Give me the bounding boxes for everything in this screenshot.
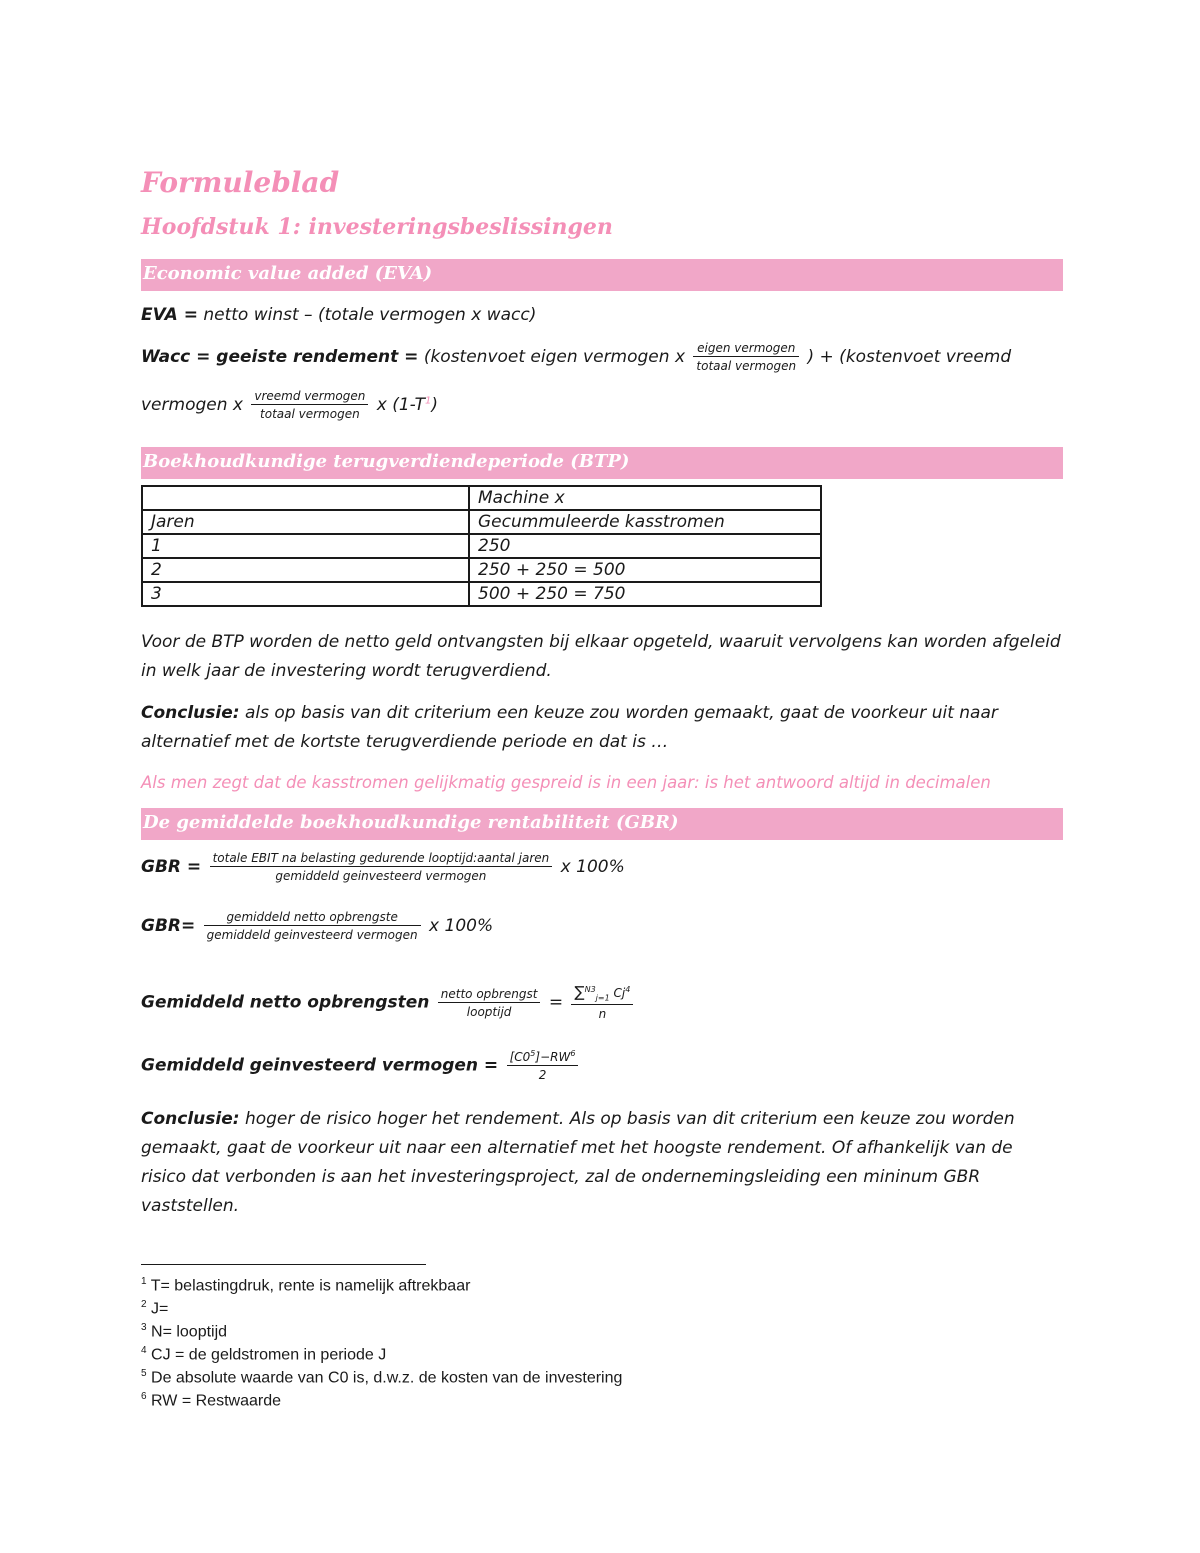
- table-cell: 250 + 250 = 500: [469, 558, 821, 582]
- footnote-text: RW = Restwaarde: [146, 1392, 281, 1410]
- gbr-formula-2-num: gemiddeld netto opbrengste: [204, 911, 421, 926]
- btp-conclusion-label: Conclusie:: [141, 703, 240, 723]
- footnote-6: [141, 1391, 281, 1410]
- wacc-part4: x (1-T: [376, 395, 425, 415]
- section-heading-gbr: [141, 808, 1063, 840]
- gbr-formula-4-c0: [C0: [509, 1050, 531, 1064]
- gbr-formula-4-lhs: Gemiddeld geinvesteerd vermogen =: [141, 1055, 499, 1076]
- footnote-3: [141, 1322, 227, 1341]
- footnote-text: CJ = de geldstromen in periode J: [146, 1346, 387, 1364]
- gbr-formula-2: [141, 911, 493, 941]
- gbr-formula-2-den: gemiddeld geinvesteerd vermogen: [206, 928, 418, 942]
- gbr-formula-3-fraction: [438, 988, 541, 1018]
- table-header-row: [142, 486, 821, 510]
- wacc-fraction-equity: [693, 342, 799, 372]
- gbr-formula-3-sum-den: n: [598, 1007, 607, 1022]
- wacc-fraction-equity-num: eigen vermogen: [693, 342, 799, 357]
- gbr-formula-3: [141, 985, 636, 1020]
- section-heading-btp-text: Boekhoudkundige terugverdiendeperiode (BTP): [143, 451, 630, 472]
- gbr-formula-1-lhs: GBR =: [141, 857, 202, 877]
- page-title: Formuleblad: [141, 166, 340, 199]
- sigma-bottom: j=1: [595, 993, 610, 1003]
- gbr-formula-4: [141, 1050, 581, 1081]
- gbr-formula-3-sum-fraction: [571, 985, 633, 1020]
- wacc-formula-line2: [141, 390, 438, 420]
- gbr-formula-1: [141, 852, 625, 882]
- gbr-formula-1-num: totale EBIT na belasting gedurende looptijd:aantal jaren: [210, 852, 553, 867]
- wacc-part3: vermogen x: [141, 395, 243, 415]
- table-row: [142, 558, 821, 582]
- footnote-text: De absolute waarde van C0 is, d.w.z. de kosten van de investering: [146, 1369, 623, 1387]
- table-subheader-row: [142, 510, 821, 534]
- sum-term: Cj: [613, 986, 626, 1001]
- wacc-lhs: Wacc = geeiste rendement =: [141, 347, 419, 367]
- wacc-fraction-debt: [251, 390, 368, 420]
- eva-formula-lhs: EVA =: [141, 305, 198, 325]
- table-cell: [142, 486, 469, 510]
- table-cell: Jaren: [142, 510, 469, 534]
- footnote-text: T= belastingdruk, rente is namelijk aftrekbaar: [146, 1277, 471, 1295]
- section-heading-btp: [141, 447, 1063, 479]
- gbr-formula-4-num: [507, 1050, 579, 1066]
- gbr-formula-4-fraction: [507, 1050, 579, 1081]
- gbr-conclusion: [141, 1105, 1063, 1221]
- footnote-ref-4: 4: [625, 985, 631, 995]
- btp-conclusion: [141, 699, 1063, 757]
- table-cell: 3: [142, 582, 469, 606]
- footnote-text: J=: [146, 1300, 169, 1318]
- gbr-formula-1-rhs: x 100%: [560, 857, 625, 877]
- gbr-formula-2-lhs: GBR=: [141, 916, 196, 936]
- btp-table: [141, 485, 822, 607]
- chapter-title: Hoofdstuk 1: investeringsbeslissingen: [141, 214, 613, 240]
- section-heading-eva: [141, 259, 1063, 291]
- gbr-formula-3-eq: =: [548, 992, 564, 1013]
- table-cell: 250: [469, 534, 821, 558]
- sigma-symbol: ∑: [574, 983, 585, 1001]
- wacc-fraction-debt-den: totaal vermogen: [260, 407, 360, 421]
- btp-description: Voor de BTP worden de netto geld ontvangsten bij elkaar opgeteld, waaruit vervolgens kan worden afgeleid in welk jaar de investering wordt terugverdiend.: [141, 632, 1061, 681]
- footnote-number: 4: [141, 1345, 147, 1356]
- wacc-part2: ) + (kostenvoet vreemd: [807, 347, 1012, 367]
- btp-conclusion-text: als op basis van dit criterium een keuze zou worden gemaakt, gaat de voorkeur uit naar alternatief met de kortste terugverdiende periode en dat is …: [141, 703, 998, 752]
- table-cell: Machine x: [469, 486, 821, 510]
- footnote-number: 1: [141, 1276, 147, 1287]
- footnote-5: [141, 1368, 622, 1387]
- footnote-number: 2: [141, 1299, 147, 1310]
- eva-formula-rhs: netto winst – (totale vermogen x wacc): [203, 305, 537, 325]
- gbr-formula-2-fraction: [204, 911, 421, 941]
- section-heading-eva-text: Economic value added (EVA): [143, 263, 433, 284]
- gbr-conclusion-text: hoger de risico hoger het rendement. Als op basis van dit criterium een keuze zou worden gemaakt, gaat de voorkeur uit naar een alternatief met het hoogste rendement. Of afhankelijk van de risico dat verbonden is aan het investeringsproject, zal de ondernemingsleiding een mininum GBR vaststellen.: [141, 1109, 1015, 1216]
- footnote-1: [141, 1276, 470, 1295]
- footnote-ref-5: 5: [530, 1049, 536, 1058]
- gbr-formula-4-rw: ]−RW: [535, 1050, 571, 1064]
- wacc-fraction-equity-den: totaal vermogen: [696, 359, 797, 373]
- footnote-4: [141, 1345, 386, 1364]
- gbr-formula-3-sum-num: [571, 985, 633, 1005]
- gbr-formula-3-num: netto opbrengst: [438, 988, 541, 1003]
- footnote-divider: [141, 1264, 426, 1265]
- gbr-conclusion-label: Conclusie:: [141, 1109, 240, 1129]
- footnote-number: 5: [141, 1368, 147, 1379]
- table-row: [142, 534, 821, 558]
- wacc-part1: (kostenvoet eigen vermogen x: [423, 347, 686, 367]
- gbr-formula-3-lhs: Gemiddeld netto opbrengsten: [141, 992, 430, 1013]
- sigma-icon: [574, 985, 609, 1002]
- sigma-top: N3: [584, 985, 596, 994]
- footnote-ref-6: 6: [570, 1049, 576, 1058]
- section-heading-gbr-text: De gemiddelde boekhoudkundige rentabiliteit (GBR): [143, 812, 679, 833]
- gbr-formula-4-den: 2: [538, 1068, 547, 1082]
- footnote-2: [141, 1299, 168, 1318]
- wacc-part5: ): [431, 395, 438, 415]
- gbr-formula-1-fraction: [210, 852, 553, 882]
- table-row: [142, 582, 821, 606]
- table-cell: 1: [142, 534, 469, 558]
- footnote-number: 3: [141, 1322, 147, 1333]
- wacc-fraction-debt-num: vreemd vermogen: [251, 390, 368, 405]
- table-cell: 2: [142, 558, 469, 582]
- footnote-ref-1: 1: [424, 395, 432, 407]
- table-cell: Gecummuleerde kasstromen: [469, 510, 821, 534]
- gbr-formula-1-den: gemiddeld geinvesteerd vermogen: [275, 869, 487, 883]
- footnote-number: 6: [141, 1391, 147, 1402]
- eva-formula: [141, 305, 536, 325]
- gbr-formula-3-den: looptijd: [466, 1004, 512, 1019]
- footnote-text: N= looptijd: [146, 1323, 228, 1341]
- table-cell: 500 + 250 = 750: [469, 582, 821, 606]
- gbr-formula-2-rhs: x 100%: [429, 916, 494, 936]
- wacc-formula-line1: [141, 342, 1011, 372]
- btp-note: Als men zegt dat de kasstromen gelijkmatig gespreid is in een jaar: is het antwoord altijd in decimalen: [141, 773, 991, 792]
